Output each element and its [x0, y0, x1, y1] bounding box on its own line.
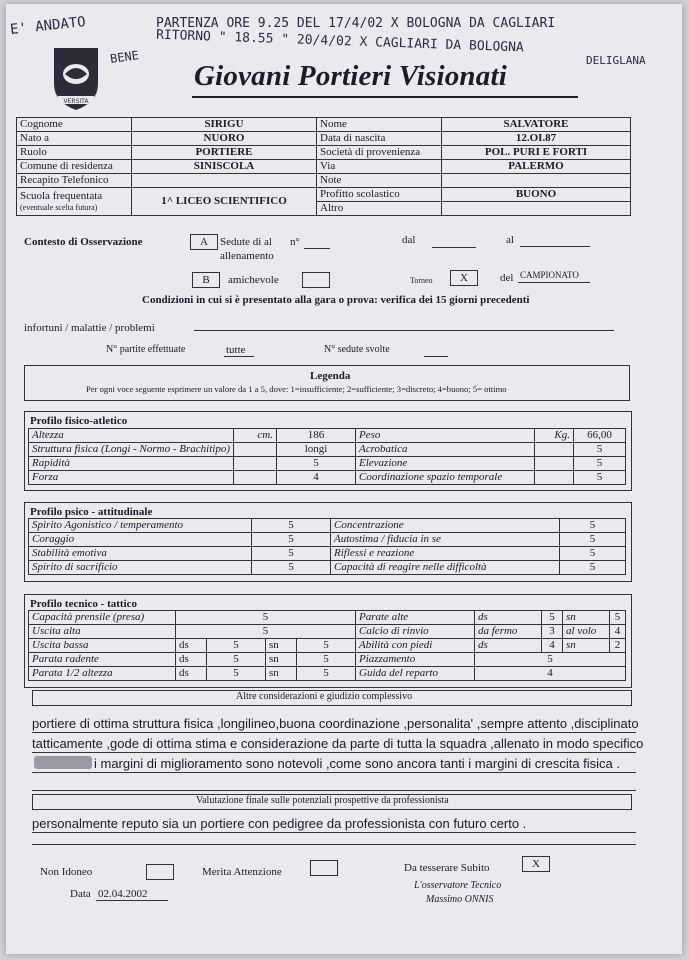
- non-idoneo-label: Non Idoneo: [40, 866, 93, 878]
- tesserare-label: Da tesserare Subito: [404, 862, 490, 874]
- fisico-right-unit: [535, 443, 574, 457]
- valutazione-rule-1: [32, 832, 636, 833]
- tecnico-right-label: Piazzamento: [356, 653, 475, 667]
- fisico-unit: [234, 471, 277, 485]
- option-a-box[interactable]: A: [190, 234, 218, 250]
- note-label: Note: [317, 174, 442, 188]
- amichevole-box[interactable]: [302, 272, 330, 288]
- non-idoneo-box[interactable]: [146, 864, 174, 880]
- dal-field-line[interactable]: [432, 247, 476, 248]
- handwritten-bene: BENE: [109, 48, 140, 66]
- fisico-right-value: 5: [574, 471, 626, 485]
- tecnico-right-label: Abilità con piedi: [356, 639, 475, 653]
- scuola-sub-label: (eventuale scelta futura): [20, 202, 98, 212]
- tecnico-left-sn: sn: [266, 667, 297, 681]
- partite-value: tutte: [226, 344, 246, 356]
- tecnico-right-b-value: 4: [610, 625, 626, 639]
- n-label: n°: [290, 236, 300, 248]
- fisico-row: [29, 457, 626, 471]
- fisico-right-unit: [535, 457, 574, 471]
- tecnico-left-label: Uscita alta: [29, 625, 176, 639]
- altre-title: Altre considerazioni e giudizio complessivo: [236, 691, 413, 702]
- svg-text:VERSITA: VERSITA: [63, 98, 89, 105]
- tecnico-table: [28, 610, 626, 681]
- tecnico-row: [29, 653, 626, 667]
- altre-line-1: portiere di ottima struttura fisica ,longilineo,buona coordinazione ,personalita' ,sempre attento ,disciplinato: [32, 716, 639, 731]
- handwritten-travel-line1: PARTENZA ORE 9.25 DEL 17/4/02 X BOLOGNA DA CAGLIARI: [156, 16, 556, 31]
- merita-label: Merita Attenzione: [202, 866, 282, 878]
- psico-label: Spirito di sacrificio: [29, 561, 252, 575]
- fisico-right-unit: [535, 471, 574, 485]
- fisico-value: longi: [277, 443, 356, 457]
- note-value: [442, 174, 631, 188]
- psico-row: [29, 533, 626, 547]
- cognome-label: Cognome: [17, 118, 132, 132]
- fisico-value: 5: [277, 457, 356, 471]
- amichevole-label: amichevole: [228, 274, 279, 286]
- tecnico-left-label: Parata 1/2 altezza: [29, 667, 176, 681]
- altre-line-3: i margini di miglioramento sono notevoli ,come sono ancora tanti i margini di crescita fisica .: [94, 756, 621, 771]
- psico-right-label: Autostima / fiducia in se: [331, 533, 560, 547]
- fisico-right-value: 5: [574, 443, 626, 457]
- cognome-value: SIRIGU: [132, 118, 317, 132]
- psico-right-label: Capacità di reagire nelle difficoltà: [331, 561, 560, 575]
- scuola-label-cell: [17, 188, 132, 216]
- psico-row: [29, 561, 626, 575]
- societa-label: Società di provenienza: [317, 146, 442, 160]
- nato-label: Nato a: [17, 132, 132, 146]
- profitto-label: Profitto scolastico: [317, 188, 442, 202]
- via-value: PALERMO: [442, 160, 631, 174]
- nato-value: NUORO: [132, 132, 317, 146]
- title-underline: [192, 96, 578, 98]
- tecnico-right-b-value: 5: [610, 611, 626, 625]
- fisico-table: [28, 428, 626, 485]
- tesserare-box[interactable]: X: [522, 856, 550, 872]
- fisico-value: 186: [277, 429, 356, 443]
- infortuni-label: infortuni / malattie / problemi: [24, 322, 155, 334]
- psico-right-value: 5: [560, 533, 626, 547]
- tecnico-left-sn-value: 5: [297, 667, 356, 681]
- fisico-row: [29, 471, 626, 485]
- valutazione-rule-2: [32, 844, 636, 845]
- fisico-label: Rapidità: [29, 457, 234, 471]
- fisico-right-label: Peso: [356, 429, 535, 443]
- fisico-right-label: Acrobatica: [356, 443, 535, 457]
- psico-right-value: 5: [560, 561, 626, 575]
- osservazione-label: Contesto di Osservazione: [24, 236, 143, 248]
- fisico-unit: [234, 457, 277, 471]
- psico-right-label: Riflessi e reazione: [331, 547, 560, 561]
- tecnico-left-label: Capacità prensile (presa): [29, 611, 176, 625]
- nascita-label: Data di nascita: [317, 132, 442, 146]
- tecnico-row: [29, 611, 626, 625]
- tecnico-right-a: da fermo: [475, 625, 542, 639]
- tecnico-left-value: 5: [176, 625, 356, 639]
- tecnico-left-ds: ds: [176, 667, 207, 681]
- psico-right-label: Concentrazione: [331, 519, 560, 533]
- psico-row: [29, 547, 626, 561]
- psico-label: Spirito Agonistico / temperamento: [29, 519, 252, 533]
- tecnico-left-ds: ds: [176, 639, 207, 653]
- tecnico-row: [29, 625, 626, 639]
- psico-label: Stabilità emotiva: [29, 547, 252, 561]
- campionato-value: CAMPIONATO: [520, 270, 579, 280]
- osservatore-label: L'osservatore Tecnico: [414, 880, 502, 891]
- tecnico-right-b-value: 2: [610, 639, 626, 653]
- partite-label: N° partite effettuate: [106, 344, 186, 355]
- altre-rule-4: [32, 790, 636, 791]
- altre-rule-3: [32, 772, 636, 773]
- tecnico-left-ds-value: 5: [207, 667, 266, 681]
- tecnico-left-sn: sn: [266, 653, 297, 667]
- tecnico-right-b: sn: [563, 611, 610, 625]
- tecnico-right-label: Calcio di rinvio: [356, 625, 475, 639]
- identity-table: [16, 117, 631, 216]
- tecnico-left-label: Uscita bassa: [29, 639, 176, 653]
- tecnico-row: [29, 639, 626, 653]
- fisico-unit: cm.: [234, 429, 277, 443]
- fisico-label: Struttura fisica (Longi - Normo - Brachitipo): [29, 443, 234, 457]
- scuola-value: 1^ LICEO SCIENTIFICO: [132, 188, 317, 216]
- psico-value: 5: [252, 533, 331, 547]
- redacted-block: [34, 756, 92, 769]
- fisico-unit: [234, 443, 277, 457]
- legenda-text: Per ogni voce seguente esprimere un valore da 1 a 5, dove: 1=insufficiente; 2=sufficiente; 3=discreto; 4=buono; 5= ottimo: [86, 384, 507, 394]
- societa-value: POL. PURI E FORTI: [442, 146, 631, 160]
- al-field-line[interactable]: [520, 246, 590, 247]
- del-label: del: [500, 272, 514, 284]
- psico-value: 5: [252, 547, 331, 561]
- option-b-box[interactable]: B: [192, 272, 220, 288]
- club-crest-logo: [50, 44, 102, 112]
- residenza-value: SINISCOLA: [132, 160, 317, 174]
- valutazione-line-1: personalmente reputo sia un portiere con pedigree da professionista con futuro certo .: [32, 816, 527, 831]
- merita-box[interactable]: [310, 860, 338, 876]
- tecnico-right-label: Parate alte: [356, 611, 475, 625]
- psico-right-value: 5: [560, 519, 626, 533]
- tecnico-right-b: sn: [563, 639, 610, 653]
- allenamento-label: allenamento: [220, 250, 274, 262]
- dal-label: dal: [402, 234, 416, 246]
- tecnico-left-sn: sn: [266, 639, 297, 653]
- fisico-right-label: Elevazione: [356, 457, 535, 471]
- psico-value: 5: [252, 561, 331, 575]
- sedute-svolte-label: N° sedute svolte: [324, 344, 390, 355]
- ruolo-value: PORTIERE: [132, 146, 317, 160]
- n-field-line[interactable]: [304, 248, 330, 249]
- data-value: 02.04.2002: [98, 888, 148, 900]
- via-label: Via: [317, 160, 442, 174]
- tecnico-right-a: ds: [475, 611, 542, 625]
- psico-right-value: 5: [560, 547, 626, 561]
- altro-value: [442, 202, 631, 216]
- tecnico-right-value: 4: [475, 667, 626, 681]
- ruolo-label: Ruolo: [17, 146, 132, 160]
- fisico-row: [29, 429, 626, 443]
- altre-rule-1: [32, 732, 636, 733]
- infortuni-line[interactable]: [194, 330, 614, 331]
- fisico-row: [29, 443, 626, 457]
- fisico-right-value: 5: [574, 457, 626, 471]
- psico-title: Profilo psico - attitudinale: [30, 506, 153, 518]
- campionato-line: [518, 282, 590, 283]
- tecnico-left-ds: ds: [176, 653, 207, 667]
- fisico-right-value: 66,00: [574, 429, 626, 443]
- tecnico-left-sn-value: 5: [297, 653, 356, 667]
- fisico-label: Altezza: [29, 429, 234, 443]
- fisico-label: Forza: [29, 471, 234, 485]
- altre-line-2: tatticamente ,gode di ottima stima e considerazione da parte di tutta la squadra ,allenato in modo specifico: [32, 736, 644, 751]
- fisico-right-label: Coordinazione spazio temporale: [356, 471, 535, 485]
- tecnico-left-ds-value: 5: [207, 653, 266, 667]
- tecnico-right-a-value: 5: [542, 611, 563, 625]
- tecnico-right-label: Guida del reparto: [356, 667, 475, 681]
- tecnico-left-label: Parata radente: [29, 653, 176, 667]
- fisico-value: 4: [277, 471, 356, 485]
- tecnico-left-sn-value: 5: [297, 639, 356, 653]
- tecnico-right-a: ds: [475, 639, 542, 653]
- altro-label: Altro: [317, 202, 442, 216]
- tecnico-right-a-value: 3: [542, 625, 563, 639]
- handwritten-andato: E' ANDATO: [9, 14, 87, 38]
- torneo-label: Torneo: [410, 276, 433, 285]
- tecnico-right-value: 5: [475, 653, 626, 667]
- valutazione-title: Valutazione finale sulle potenziali prospettive da professionista: [196, 795, 449, 806]
- form-title: Giovani Portieri Visionati: [194, 60, 507, 92]
- residenza-label: Comune di residenza: [17, 160, 132, 174]
- osservatore-name: Massimo ONNIS: [426, 894, 494, 905]
- scuola-label: Scuola frequentata: [20, 189, 103, 202]
- nascita-value: 12.OI.87: [442, 132, 631, 146]
- nome-value: SALVATORE: [442, 118, 631, 132]
- sedute-svolte-line[interactable]: [424, 356, 448, 357]
- telefono-value: [132, 174, 317, 188]
- psico-row: [29, 519, 626, 533]
- data-line: [96, 900, 168, 901]
- tecnico-left-ds-value: 5: [207, 639, 266, 653]
- legenda-title: Legenda: [310, 370, 351, 382]
- condizioni-heading: Condizioni in cui si è presentato alla gara o prova: verifica dei 15 giorni precedenti: [142, 294, 530, 306]
- psico-table: [28, 518, 626, 575]
- psico-label: Coraggio: [29, 533, 252, 547]
- scouting-form-sheet: [6, 4, 682, 954]
- psico-value: 5: [252, 519, 331, 533]
- handwritten-travel-line2b: DELIGLANA: [586, 54, 646, 67]
- tecnico-right-b: al volo: [563, 625, 610, 639]
- tecnico-left-value: 5: [176, 611, 356, 625]
- al-label: al: [506, 234, 514, 246]
- torneo-box[interactable]: X: [450, 270, 478, 286]
- data-label: Data: [70, 888, 91, 900]
- handwritten-travel-line2: RITORNO " 18.55 " 20/4/02 X CAGLIARI DA BOLOGNA: [155, 27, 525, 56]
- telefono-label: Recapito Telefonico: [17, 174, 132, 188]
- fisico-title: Profilo fisico-atletico: [30, 415, 128, 427]
- tecnico-title: Profilo tecnico - tattico: [30, 598, 138, 610]
- fisico-right-unit: Kg.: [535, 429, 574, 443]
- sedute-label: Sedute di al: [220, 236, 272, 248]
- partite-line: [224, 356, 254, 357]
- profitto-value: BUONO: [442, 188, 631, 202]
- tecnico-right-a-value: 4: [542, 639, 563, 653]
- nome-label: Nome: [317, 118, 442, 132]
- altre-rule-2: [32, 752, 636, 753]
- tecnico-row: [29, 667, 626, 681]
